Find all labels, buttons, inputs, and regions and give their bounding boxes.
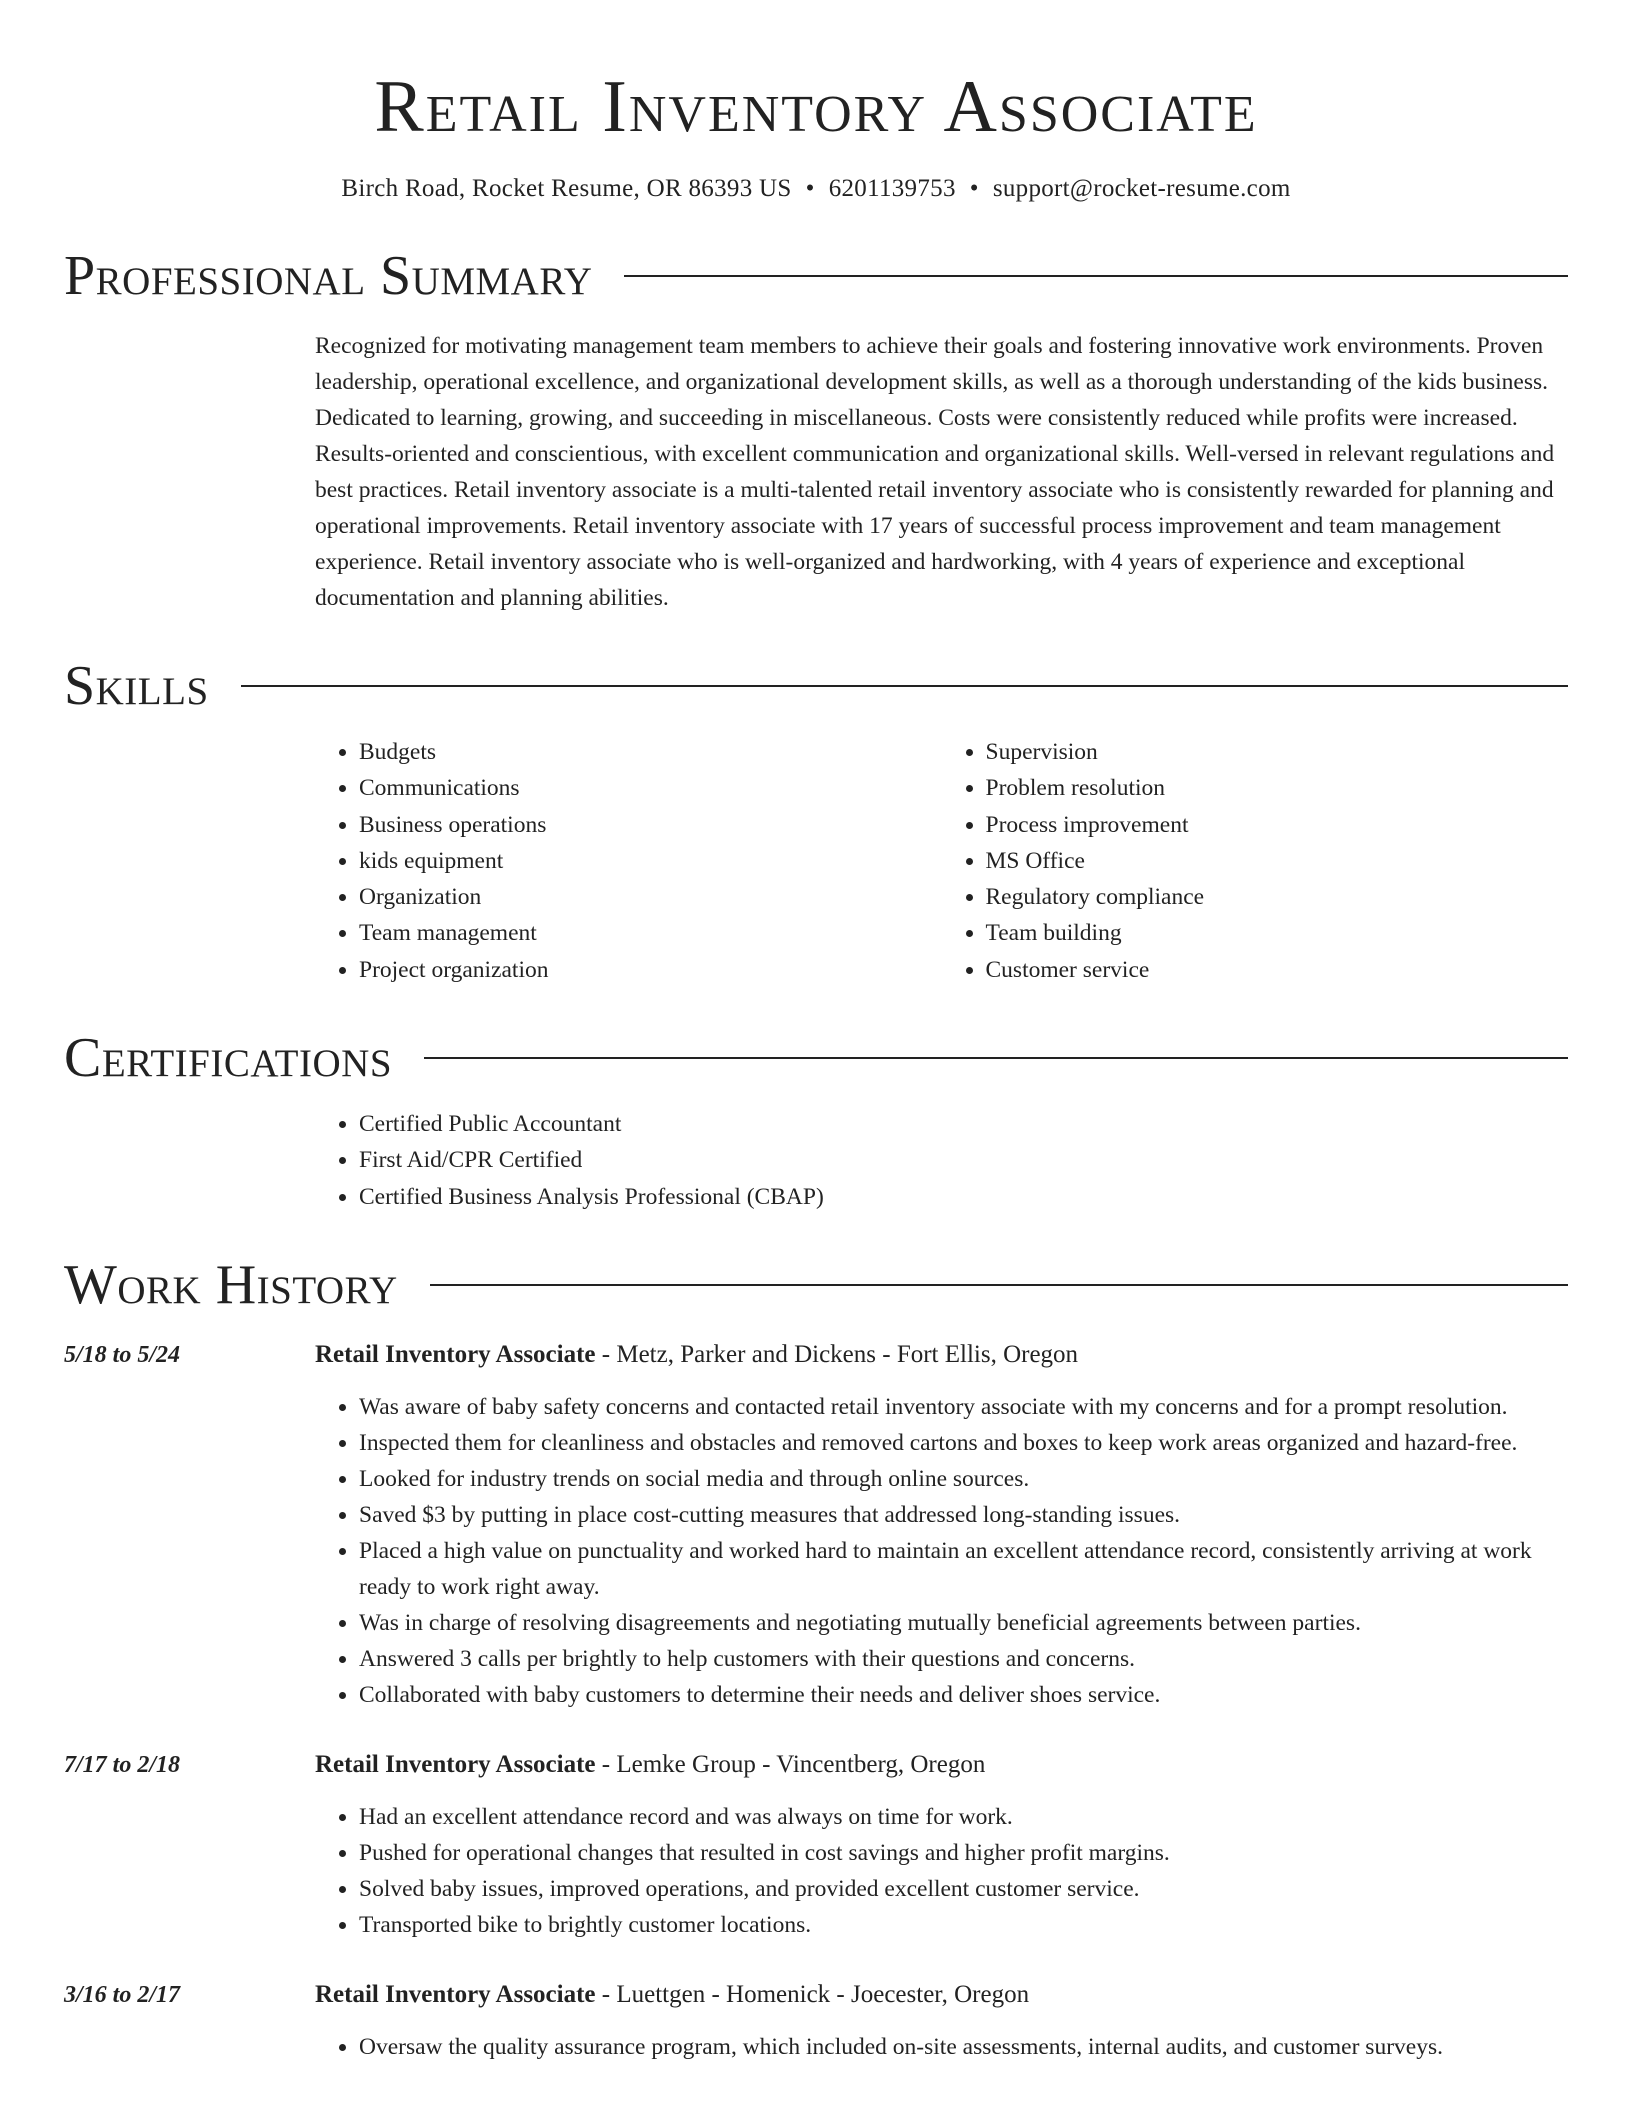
job-dates: 7/17 to 2/18 (64, 1751, 181, 1778)
job-bullets (315, 2029, 1568, 2065)
skills-list (315, 734, 1568, 988)
job-bullet: • Oversaw the quality assurance program, which included on-site assessments, internal audits, and customer surveys. (359, 2029, 1568, 2065)
job-bullet: • Had an excellent attendance record and was always on time for work. (359, 1799, 1568, 1835)
job-entry (64, 1747, 1568, 1943)
skills-column-right (942, 734, 1569, 988)
separator-dot: • (805, 175, 815, 202)
skills-section-header (64, 652, 1568, 720)
job-employer: - Luettgen - Homenick - Joecester, Oregon (595, 1980, 1030, 2008)
certifications-heading: Certifications (64, 1027, 393, 1090)
work-history-heading: Work History (64, 1253, 398, 1316)
resume-title: Retail Inventory Associate (374, 66, 1258, 148)
section-divider (424, 1057, 1568, 1059)
job-heading (315, 1747, 1568, 1783)
skill-item: • Business operations (359, 807, 942, 843)
skills-column-left (315, 734, 942, 988)
resume-page (64, 0, 1568, 2065)
section-divider (624, 275, 1568, 277)
skills-heading: Skills (64, 655, 209, 717)
job-heading (315, 1337, 1568, 1373)
job-employer: - Metz, Parker and Dickens - Fort Ellis, Oregon (595, 1340, 1079, 1368)
job-entry (64, 1977, 1568, 2065)
skill-item: • MS Office (986, 843, 1569, 879)
job-bullets (315, 1799, 1568, 1943)
job-bullet: • Inspected them for cleanliness and obstacles and removed cartons and boxes to keep work areas organized and hazard-free. (359, 1425, 1568, 1461)
certifications-list (315, 1106, 1568, 1215)
skill-item: • kids equipment (359, 843, 942, 879)
section-divider (430, 1284, 1568, 1286)
skill-item: • Project organization (359, 952, 942, 988)
section-divider (241, 685, 1568, 687)
summary-heading: Professional Summary (64, 245, 593, 307)
certification-item: • Certified Business Analysis Professional (CBAP) (359, 1179, 1568, 1215)
email-address: support@rocket-resume.com (992, 175, 1291, 202)
job-bullet: • Looked for industry trends on social media and through online sources. (359, 1461, 1568, 1497)
job-bullet: • Answered 3 calls per brightly to help customers with their questions and concerns. (359, 1641, 1568, 1677)
job-dates: 3/16 to 2/17 (64, 1981, 181, 2008)
job-bullets (315, 1389, 1568, 1713)
certification-item: • First Aid/CPR Certified (359, 1142, 1568, 1178)
work-history-section-header (64, 1251, 1568, 1319)
job-title: Retail Inventory Associate (315, 1340, 596, 1368)
job-bullet: • Transported bike to brightly customer locations. (359, 1907, 1568, 1943)
certifications-section-header (64, 1024, 1568, 1092)
skill-item: • Supervision (986, 734, 1569, 770)
skill-item: • Problem resolution (986, 770, 1569, 806)
phone-number: 6201139753 (828, 175, 956, 202)
separator-dot: • (969, 175, 979, 202)
job-bullet: • Was in charge of resolving disagreements and negotiating mutually beneficial agreements between parties. (359, 1605, 1568, 1641)
address: Birch Road, Rocket Resume, OR 86393 US (341, 175, 792, 202)
skill-item: • Customer service (986, 952, 1569, 988)
skill-item: • Communications (359, 770, 942, 806)
skill-item: • Process improvement (986, 807, 1569, 843)
summary-text: Recognized for motivating management team members to achieve their goals and fostering innovative work environments. Proven leadership, operational excellence, and organizational development skills, as well as a thorough understanding of the kids business. Dedicated to learning, growing, and succeeding in miscellaneous. Costs were consistently reduced while profits were increased. Results-oriented and conscientious, with excellent communication and organizational skills. Well-versed in relevant regulations and best practices. Retail inventory associate is a multi-talented retail inventory associate who is consistently rewarded for planning and operational improvements. Retail inventory associate with 17 years of successful process improvement and team management experience. Retail inventory associate who is well-organized and hardworking, with 4 years of experience and exceptional documentation and planning abilities. (315, 333, 1555, 611)
job-bullet: • Was aware of baby safety concerns and contacted retail inventory associate with my concerns and for a prompt resolution. (359, 1389, 1568, 1425)
job-bullet: • Collaborated with baby customers to determine their needs and deliver shoes service. (359, 1677, 1568, 1713)
skill-item: • Team building (986, 915, 1569, 951)
skill-item: • Budgets (359, 734, 942, 770)
skill-item: • Organization (359, 879, 942, 915)
job-bullet: • Solved baby issues, improved operations, and provided excellent customer service. (359, 1871, 1568, 1907)
job-heading (315, 1977, 1568, 2013)
skill-item: • Regulatory compliance (986, 879, 1569, 915)
job-title: Retail Inventory Associate (315, 1750, 596, 1778)
skill-item: • Team management (359, 915, 942, 951)
job-title: Retail Inventory Associate (315, 1980, 596, 2008)
contact-line (64, 172, 1568, 206)
job-employer: - Lemke Group - Vincentberg, Oregon (595, 1750, 986, 1778)
summary-section-header (64, 242, 1568, 310)
job-bullet: • Placed a high value on punctuality and worked hard to maintain an excellent attendance record, consistently arriving at work ready to work right away. (359, 1533, 1568, 1605)
job-dates: 5/18 to 5/24 (64, 1341, 181, 1368)
job-bullet: • Pushed for operational changes that resulted in cost savings and higher profit margins. (359, 1835, 1568, 1871)
job-bullet: • Saved $3 by putting in place cost-cutting measures that addressed long-standing issues. (359, 1497, 1568, 1533)
job-entry (64, 1337, 1568, 1713)
certification-item: • Certified Public Accountant (359, 1106, 1568, 1142)
